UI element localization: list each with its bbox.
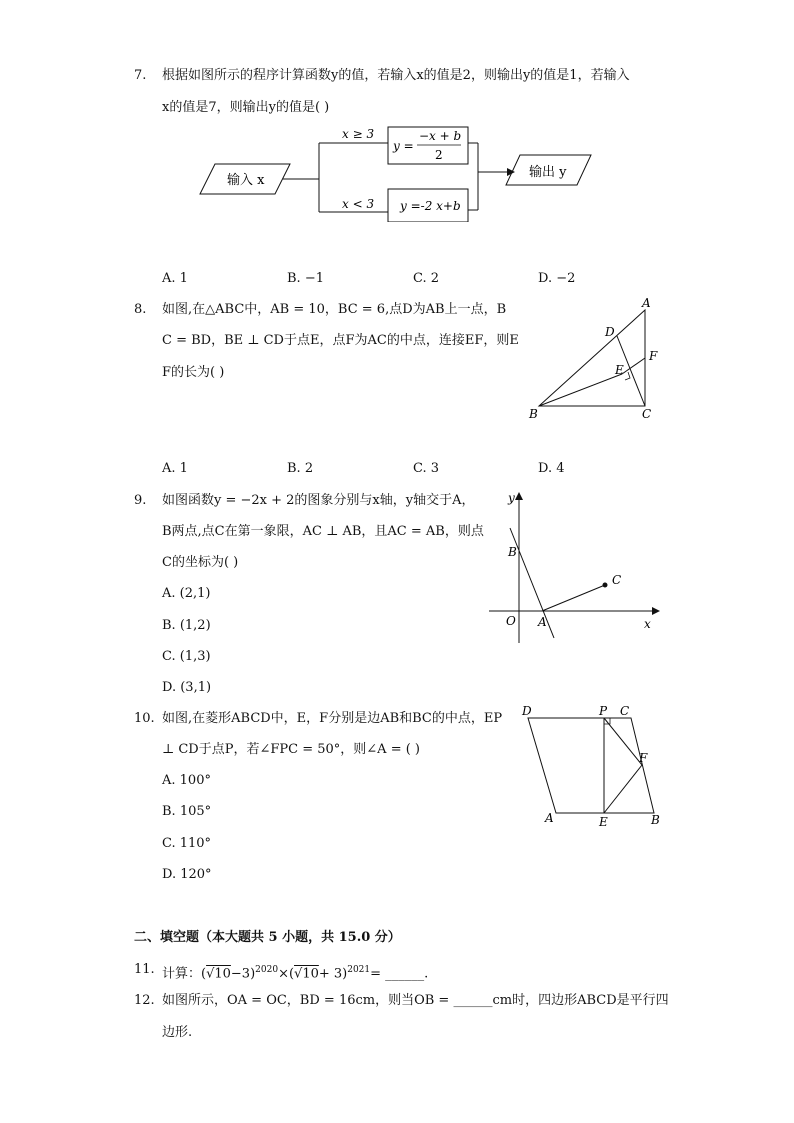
q8-option-c: C. 3: [413, 461, 440, 476]
q10-text-line1: 如图,在菱形ABCD中，E，F分别是边AB和BC的中点，EP: [162, 711, 503, 726]
flow-top-num: −x + b: [419, 129, 462, 143]
q9-option-d: D. (3,1): [162, 680, 212, 695]
q11-number: 11.: [134, 962, 155, 977]
q10-label-d: D: [522, 706, 532, 718]
q7-option-b: B. −1: [287, 271, 324, 286]
q9-number: 9.: [134, 493, 147, 508]
q11-equals: =: [370, 966, 386, 982]
flow-cond-top: x ≥ 3: [342, 127, 375, 141]
flow-bottom-formula: y =-2 x+b: [400, 199, 461, 213]
q7-flowchart: [195, 122, 600, 222]
q9-text-line1: 如图函数y = −2x + 2的图象分别与x轴，y轴交于A，: [162, 493, 475, 508]
q10-option-b: B. 105°: [162, 804, 212, 819]
flow-top-lhs: y =: [393, 139, 414, 153]
q8-label-d: D: [605, 325, 615, 339]
q8-label-e: E: [615, 363, 624, 377]
q8-label-b: B: [529, 407, 538, 421]
q8-text-line2: C = BD，BE ⊥ CD于点E，点F为AC的中点，连接EF，则E: [162, 333, 519, 348]
q10-label-b: B: [651, 813, 660, 827]
q8-label-f: F: [649, 349, 658, 363]
q10-text-line2: ⊥ CD于点P，若∠FPC = 50°，则∠A = ( ): [162, 742, 420, 757]
section-heading: 二、填空题（本大题共 5 小题，共 15.0 分）: [134, 930, 401, 945]
q9-label-o: O: [506, 614, 516, 628]
q11-times: ×(: [278, 966, 295, 982]
q7-text-line2: x的值是7，则输出y的值是( ): [162, 100, 330, 115]
q10-label-p: P: [599, 706, 608, 718]
q10-label-a: A: [545, 811, 554, 825]
q8-figure: [525, 298, 665, 426]
q11-exp-2: 2021: [347, 965, 371, 975]
q10-label-f: F: [639, 751, 648, 765]
q12-text-line2: 边形.: [162, 1025, 193, 1040]
q9-label-b: B: [508, 545, 517, 559]
q11-answer-blank[interactable]: ______: [385, 966, 425, 982]
q7-option-a: A. 1: [162, 271, 188, 286]
q8-option-a: A. 1: [162, 461, 188, 476]
q12-text-part2: cm时，四边形ABCD是平行四: [492, 993, 669, 1008]
q7-option-c: C. 2: [413, 271, 440, 286]
q12-text-line1: [162, 992, 669, 1010]
q10-number: 10.: [134, 711, 155, 726]
q10-label-e: E: [599, 815, 608, 829]
q12-number: 12.: [134, 993, 155, 1008]
flow-cond-bottom: x < 3: [342, 197, 375, 211]
q8-label-a: A: [642, 298, 651, 310]
q9-option-c: C. (1,3): [162, 649, 211, 664]
q7-number: 7.: [134, 68, 147, 83]
q8-number: 8.: [134, 302, 147, 317]
q11-mid-2: + 3): [318, 966, 348, 982]
q10-figure: [518, 706, 668, 830]
q11-exp-1: 2020: [255, 965, 279, 975]
q7-option-d: D. −2: [538, 271, 576, 286]
flow-output-label: 输出 y: [529, 165, 567, 180]
q12-text-part1: 如图所示，OA = OC，BD = 16cm，则当OB =: [162, 993, 454, 1008]
q10-label-c: C: [620, 706, 630, 718]
q9-label-a: A: [538, 615, 547, 629]
q9-option-b: B. (1,2): [162, 618, 211, 633]
q7-text-line1: 根据如图所示的程序计算函数y的值，若输入x的值是2，则输出y的值是1，若输入: [162, 68, 630, 83]
q11-sqrt-1: √10: [206, 966, 231, 982]
q11-sqrt-2: √10: [294, 966, 319, 982]
q11-mid-1: −3): [230, 966, 256, 982]
q10-option-a: A. 100°: [162, 773, 211, 788]
flow-input-label: 输入 x: [227, 173, 265, 188]
q11-expression: [162, 961, 428, 983]
q10-option-c: C. 110°: [162, 836, 212, 851]
q11-end: .: [424, 966, 429, 982]
q11-prefix: 计算：(: [162, 966, 207, 982]
q8-option-d: D. 4: [538, 461, 565, 476]
q9-option-a: A. (2,1): [162, 586, 211, 601]
q8-label-c: C: [642, 407, 652, 421]
q8-text-line3: F的长为( ): [162, 365, 225, 380]
q9-text-line2: B两点,点C在第一象限，AC ⊥ AB，且AC = AB，则点: [162, 524, 484, 539]
q8-option-b: B. 2: [287, 461, 314, 476]
q9-label-y: y: [508, 491, 515, 505]
q12-answer-blank[interactable]: ______: [453, 993, 493, 1008]
q8-text-line1: 如图,在△ABC中，AB = 10，BC = 6,点D为AB上一点，B: [162, 302, 507, 317]
q9-figure: [484, 488, 664, 648]
q10-option-d: D. 120°: [162, 867, 212, 882]
q9-label-c: C: [612, 573, 622, 587]
q9-text-line3: C的坐标为( ): [162, 555, 239, 570]
q9-label-x: x: [644, 617, 651, 631]
flow-top-den: 2: [435, 148, 443, 162]
